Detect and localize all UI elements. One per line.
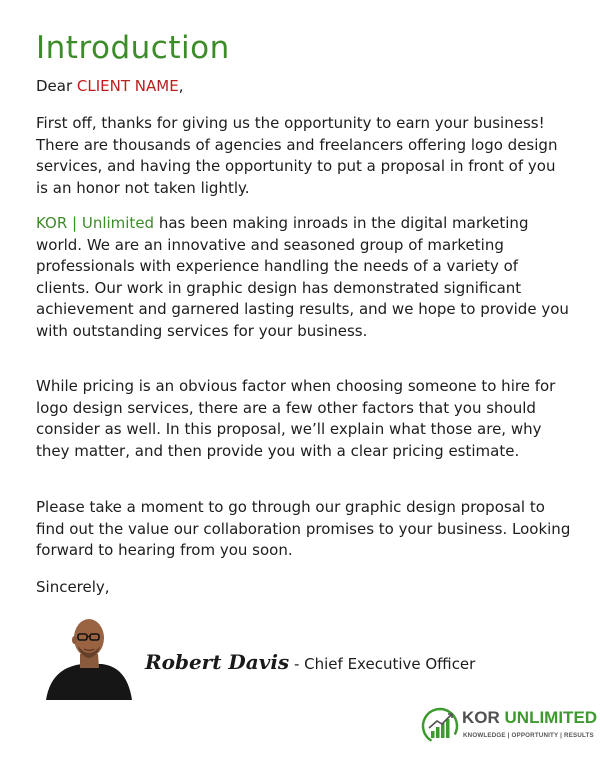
growth-chart-icon [420, 706, 460, 746]
signature-block [145, 650, 475, 674]
logo-wordmark [462, 708, 597, 728]
company-name: KOR | Unlimited [36, 214, 155, 232]
paragraph-pricing: While pricing is an obvious factor when choosing someone to hire for logo design services, there are a few other factors that you should consider as well. In this proposal, we’ll explain what those are, why they matter, and then provide you with a clear pricing estimate. [36, 377, 556, 460]
logo-word-unlimited: UNLIMITED [504, 708, 598, 727]
signature-name: Robert Davis [145, 650, 290, 674]
signature-separator: - [289, 655, 305, 673]
salutation-suffix: , [178, 77, 184, 95]
paragraph-intro: First off, thanks for giving us the opportunity to earn your business! There are thousands of agencies and freelancers offering logo design services, and having the opportunity to put a proposal in front of you is an honor not taken lightly. [36, 114, 558, 197]
paragraph-company-text: has been making inroads in the digital marketing world. We are an innovative and seasoned group of marketing professionals with experience handling the needs of a variety of clients. Our work in graphic design has demonstrated significant achievement and garnered lasting results, and we hope to provide you with outstanding services for your business. [36, 214, 569, 340]
ceo-portrait-icon [42, 608, 134, 700]
closing-line: Sincerely, [36, 578, 110, 596]
paragraph-company [36, 213, 572, 342]
paragraph-closing-remarks: Please take a moment to go through our graphic design proposal to find out the value our collaboration promises to your business. Looking forward to hearing from you soon. [36, 498, 571, 559]
company-logo [416, 702, 598, 766]
logo-word-kor: KOR [462, 708, 500, 727]
page-title: Introduction [36, 30, 230, 66]
salutation [36, 76, 572, 98]
logo-tagline: KNOWLEDGE | OPPORTUNITY | RESULTS [463, 732, 594, 739]
ceo-photo [42, 608, 134, 700]
client-name: CLIENT NAME [76, 77, 179, 95]
signature-title: Chief Executive Officer [304, 655, 476, 673]
salutation-prefix: Dear [36, 77, 77, 95]
